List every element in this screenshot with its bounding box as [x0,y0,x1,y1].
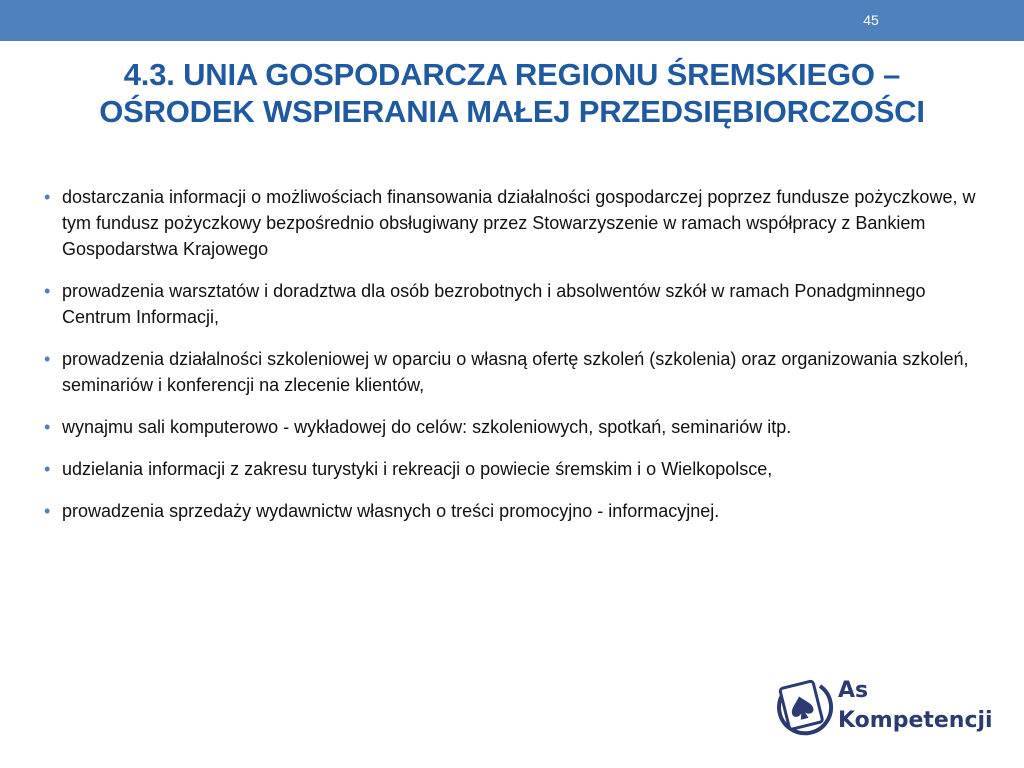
bullet-text: udzielania informacji z zakresu turystyki i rekreacji o powiecie śremskim i o Wielkopolsce, [62,459,773,479]
bullet-item [44,278,994,330]
bullet-icon: • [44,417,51,437]
bullet-text: wynajmu sali komputerowo - wykładowej do celów: szkoleniowych, spotkań, seminariów itp. [62,417,792,437]
bullet-text: prowadzenia działalności szkoleniowej w oparciu o własną ofertę szkoleń (szkolenia) oraz organizowania szkoleń, seminariów i konferencji na zlecenie klientów, [62,349,969,395]
slide-title [40,56,984,130]
bullet-text: prowadzenia warsztatów i doradztwa dla osób bezrobotnych i absolwentów szkół w ramach Ponadgminnego Centrum Informacji, [62,281,926,327]
bullet-text: prowadzenia sprzedaży wydawnictw własnych o treści promocyjno - informacyjnej. [62,501,720,521]
logo-line-1: As [838,678,869,703]
bullet-item [44,414,994,440]
bullet-icon: • [44,281,51,301]
bullet-item [44,184,994,262]
bullet-item [44,456,994,482]
logo [770,672,1000,742]
bullet-icon: • [44,349,51,369]
bullet-list [44,184,994,540]
bullet-item [44,498,994,524]
bullet-text: dostarczania informacji o możliwościach finansowania działalności gospodarczej poprzez fundusze pożyczkowe, w tym fundusz pożyczkowy bezpośrednio obsługiwany przez Stowarzyszenie w ramach współpracy z Bankiem Gospodarstwa Krajowego [62,187,976,259]
logo-line-2: Kompetencji [838,708,993,733]
title-line-2: OŚRODEK WSPIERANIA MAŁEJ PRZEDSIĘBIORCZOŚCI [99,94,925,129]
bullet-item [44,346,994,398]
bullet-icon: • [44,459,51,479]
slide-number: 45 [863,12,879,28]
logo-text [838,676,993,736]
bullet-icon: • [44,187,51,207]
top-bar [0,0,1024,41]
spade-card-icon [770,672,834,742]
title-line-1: 4.3. UNIA GOSPODARCZA REGIONU ŚREMSKIEGO – [123,57,901,92]
bullet-icon: • [44,501,51,521]
